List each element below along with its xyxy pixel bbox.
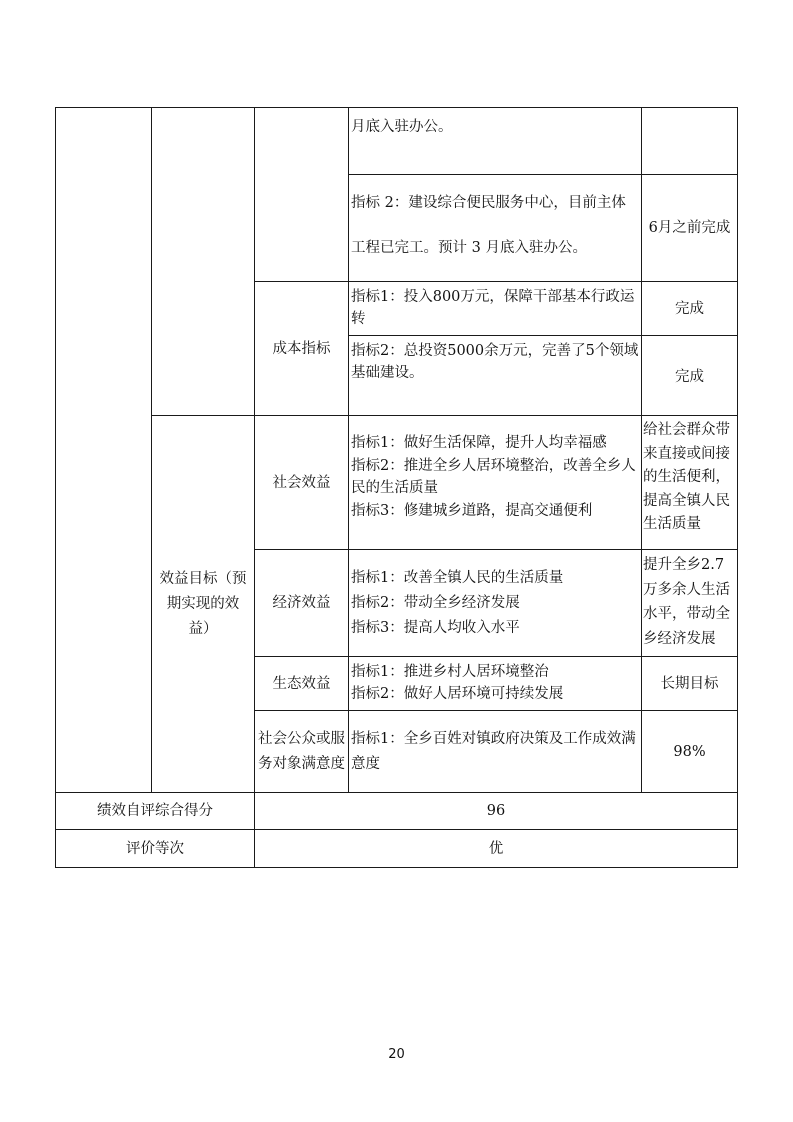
- benefit-target-label: 效益目标（预期实现的效益）: [159, 570, 247, 637]
- social-benefit-indicators: [351, 432, 639, 522]
- grade-label: 评价等次: [126, 840, 184, 857]
- indicator-line: 指标1：改善全镇人民的生活质量: [351, 570, 564, 586]
- indicator-text: 指标1：投入800万元，保障干部基本行政运转: [351, 289, 635, 327]
- indicator-result: 6月之前完成: [648, 220, 731, 236]
- grid-line: [348, 335, 738, 336]
- indicator-result: 提升全乡2.7万多余人生活水平，带动全乡经济发展: [643, 557, 730, 647]
- indicator-line: 指标2：带动全乡经济发展: [351, 595, 520, 611]
- grid-line: [151, 107, 152, 792]
- indicator-text: 指标1：全乡百姓对镇政府决策及工作成效满意度: [351, 731, 636, 772]
- performance-table: [55, 107, 738, 868]
- indicator-line: 指标3：提高人均收入水平: [351, 620, 520, 636]
- economic-benefit-indicators: [351, 566, 639, 641]
- indicator-line: 指标2：推进全乡人居环境整治，改善全乡人民的生活质量: [351, 457, 636, 496]
- indicator-result: 给社会群众带来直接或间接的生活便利，提高全镇人民生活质量: [643, 422, 730, 532]
- indicator-result: 98%: [673, 743, 706, 760]
- indicator-text: 指标2：总投资5000余万元，完善了5个领域基础建设。: [351, 343, 639, 381]
- indicator-line: 指标3：修建城乡道路，提高交通便利: [351, 502, 593, 519]
- table-border-left: [55, 107, 56, 868]
- cost-indicator-label: 成本指标: [272, 340, 331, 357]
- indicator-text: 指标 2：建设综合便民服务中心，目前主体工程已完工。预计 3 月底入驻办公。: [351, 195, 626, 256]
- social-benefit-label: 社会效益: [272, 474, 331, 491]
- table-border-right: [737, 107, 738, 868]
- indicator-line: 指标1：做好生活保障，提升人均幸福感: [351, 435, 607, 451]
- ecological-benefit-label: 生态效益: [272, 675, 331, 692]
- table-border-top: [55, 107, 738, 108]
- score-label: 绩效自评综合得分: [97, 803, 213, 819]
- grade-value: 优: [488, 840, 504, 857]
- ecological-benefit-indicators: [351, 661, 639, 705]
- indicator-text: 月底入驻办公。: [351, 119, 453, 135]
- economic-benefit-label: 经济效益: [272, 595, 331, 611]
- indicator-result: 完成: [675, 369, 704, 385]
- satisfaction-label: 社会公众或服务对象满意度: [258, 730, 345, 772]
- indicator-result: 完成: [675, 300, 704, 317]
- grid-line: [348, 107, 349, 792]
- table-border-bottom: [55, 867, 738, 868]
- page-number: 20: [388, 1047, 405, 1062]
- indicator-line: 指标2：做好人居环境可持续发展: [351, 686, 564, 702]
- indicator-line: 指标1：推进乡村人居环境整治: [351, 664, 549, 680]
- score-value: 96: [486, 803, 506, 819]
- indicator-result: 长期目标: [660, 675, 719, 692]
